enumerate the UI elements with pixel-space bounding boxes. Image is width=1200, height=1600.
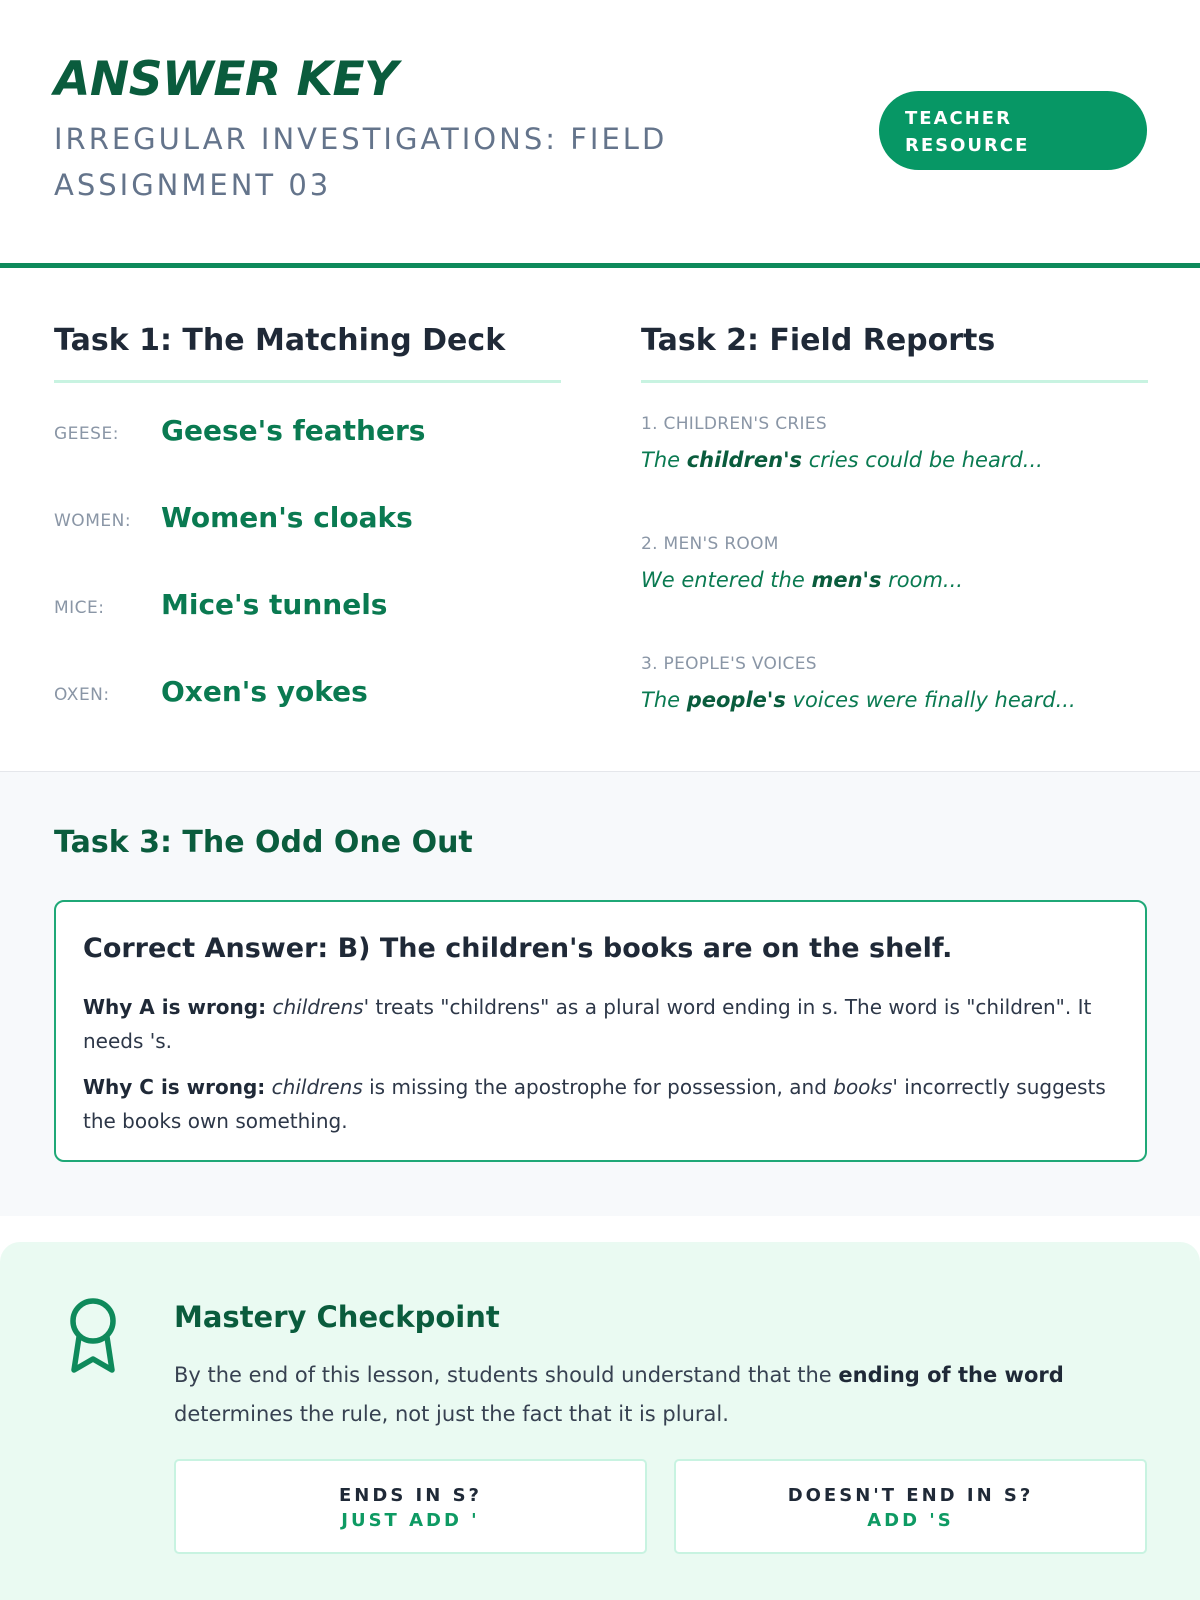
- header: [0, 0, 1200, 268]
- rule-card-ends-in-s: [174, 1459, 647, 1554]
- report-label-1: 1. CHILDREN'S CRIES: [641, 414, 827, 434]
- badge-line-1: TEACHER: [905, 108, 1012, 129]
- rule-answer: ADD 'S: [867, 1510, 954, 1531]
- match-label-mice: MICE:: [54, 598, 105, 618]
- report-label-2: 2. MEN'S ROOM: [641, 534, 779, 554]
- rule-card-not-ends-in-s: [674, 1459, 1147, 1554]
- report-sentence-1: The children's cries could be heard...: [641, 448, 1043, 472]
- mastery-description: By the end of this lesson, students should understand that the ending of the word determines the rule, not just the fact that it is plural.: [174, 1363, 1064, 1426]
- teacher-resource-badge: [879, 91, 1147, 170]
- report-label-3: 3. PEOPLE'S VOICES: [641, 654, 817, 674]
- match-label-oxen: OXEN:: [54, 685, 110, 705]
- match-label-women: WOMEN:: [54, 511, 132, 531]
- task3-section: [0, 771, 1200, 1216]
- report-sentence-3: The people's voices were finally heard...: [641, 688, 1076, 712]
- task2-divider: [641, 380, 1148, 383]
- mastery-title: Mastery Checkpoint: [174, 1300, 500, 1334]
- correct-answer: Correct Answer: B) The children's books are on the shelf.: [83, 933, 953, 964]
- task3-heading: Task 3: The Odd One Out: [54, 825, 473, 860]
- match-value-oxen: Oxen's yokes: [161, 675, 368, 708]
- match-value-mice: Mice's tunnels: [161, 588, 388, 621]
- rule-answer: JUST ADD ': [341, 1510, 480, 1531]
- match-label-geese: GEESE:: [54, 424, 119, 444]
- page-subtitle: IRREGULAR INVESTIGATIONS: FIELD ASSIGNMENT 03: [54, 122, 668, 202]
- why-c-explanation: Why C is wrong: childrens is missing the apostrophe for possession, and books' incorrectly suggests the books own something.: [83, 1075, 1106, 1133]
- ribbon-award-icon: [66, 1297, 120, 1375]
- task2-heading: Task 2: Field Reports: [641, 323, 996, 358]
- match-value-women: Women's cloaks: [161, 501, 413, 534]
- task1-heading: Task 1: The Matching Deck: [54, 323, 506, 358]
- rule-question: DOESN'T END IN S?: [787, 1485, 1034, 1506]
- task1-divider: [54, 380, 561, 383]
- rule-question: ENDS IN S?: [339, 1485, 482, 1506]
- why-a-explanation: Why A is wrong: childrens' treats "childrens" as a plural word ending in s. The word is "children". It needs 's.: [83, 995, 1092, 1053]
- answer-box: [54, 900, 1147, 1162]
- badge-line-2: RESOURCE: [905, 135, 1030, 156]
- match-value-geese: Geese's feathers: [161, 414, 426, 447]
- page-title: ANSWER KEY: [54, 52, 398, 107]
- mastery-checkpoint: [0, 1242, 1200, 1600]
- report-sentence-2: We entered the men's room...: [641, 568, 963, 592]
